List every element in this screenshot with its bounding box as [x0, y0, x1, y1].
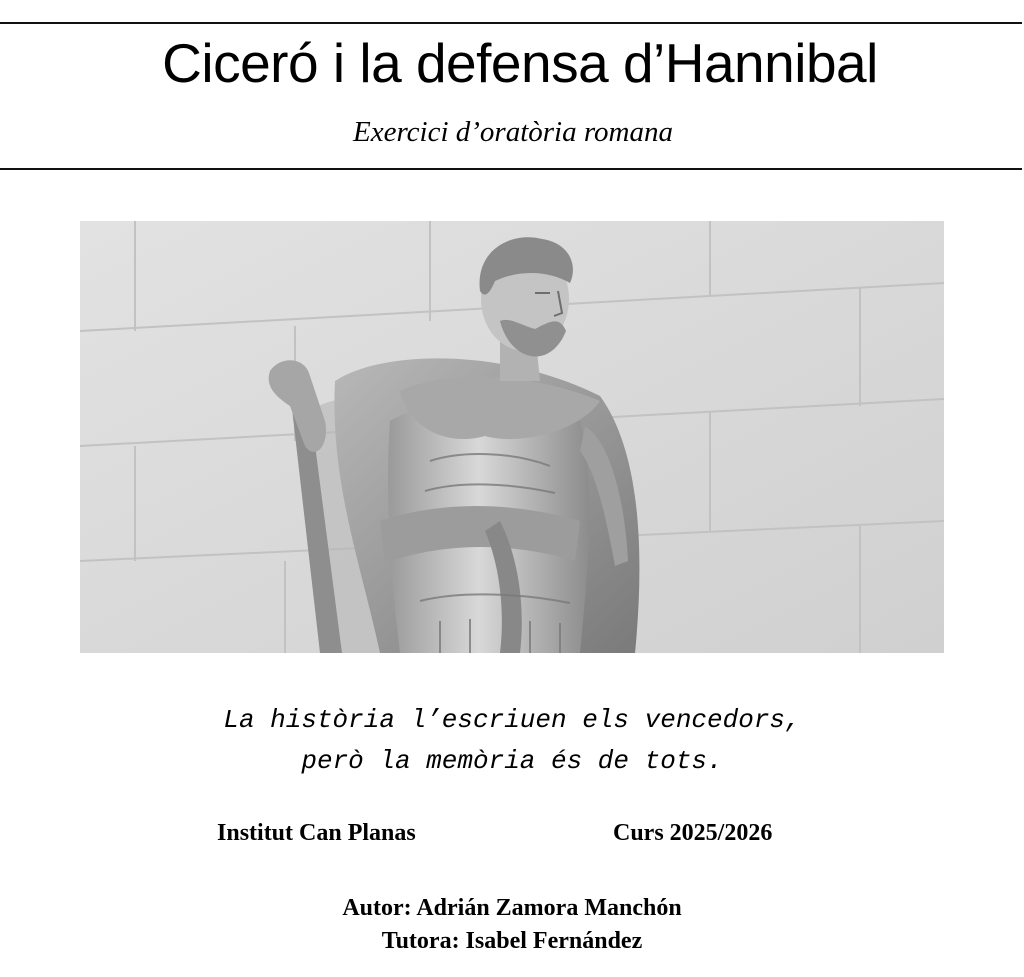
school-name: Institut Can Planas	[217, 820, 416, 846]
epigraph-quote	[0, 700, 1024, 782]
page-subtitle: Exercici d’oratòria romana	[352, 116, 674, 148]
quote-line-1: La història l’escriuen els vencedors,	[223, 705, 801, 735]
credits	[0, 892, 1024, 958]
tutor-line: Tutora: Isabel Fernández	[381, 928, 643, 954]
bottom-divider	[0, 168, 1022, 170]
course-year: Curs 2025/2026	[613, 820, 773, 846]
cover-image	[80, 221, 944, 653]
top-divider	[0, 22, 1022, 24]
author-line: Autor: Adrián Zamora Manchón	[342, 895, 682, 921]
quote-line-2: però la memòria és de tots.	[301, 746, 723, 776]
page-title: Ciceró i la defensa d’Hannibal	[162, 32, 878, 94]
